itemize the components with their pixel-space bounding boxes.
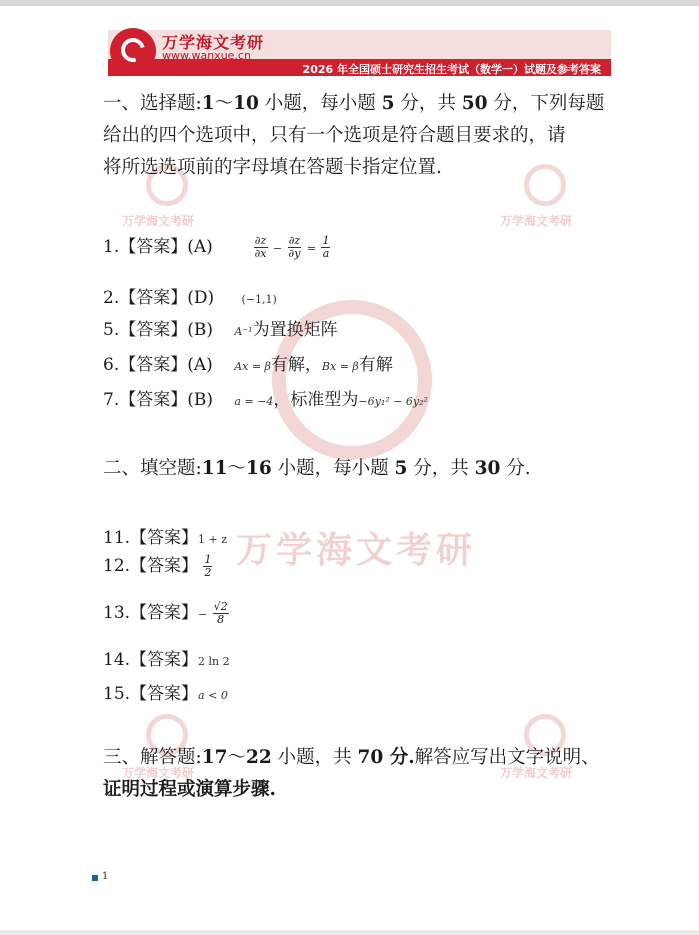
section1-title: 一、选择题: [103, 93, 202, 114]
answer-text: 有解， [270, 355, 322, 375]
answer-text: ，标准型为 [273, 390, 359, 410]
frac-num: ∂z [288, 234, 301, 247]
answer-tag: 【答案】 [119, 355, 188, 375]
points-each: 5 [394, 458, 408, 479]
answer-tag: 【答案】 [130, 603, 199, 623]
frac-den: a [322, 247, 330, 260]
range-start: 11 [201, 458, 228, 479]
question-number: 6. [103, 355, 120, 375]
range-sep: ～ [214, 93, 234, 114]
answer-row-1 [103, 232, 330, 260]
answer-option: (D) [187, 288, 215, 308]
question-number: 11. [103, 528, 131, 548]
text-fragment: 小题，每小题 [258, 93, 382, 114]
answer-row-14 [103, 645, 230, 670]
section2-instructions [103, 454, 531, 480]
watermark-text: 万学海文考研 [122, 214, 195, 228]
section1-line3: 将所选选项前的字母填在答题卡指定位置. [103, 157, 442, 178]
text-fragment: 分. [500, 458, 531, 479]
frac-num: 1 [204, 553, 212, 566]
answer-row-7 [103, 385, 428, 410]
frac-num: ∂z [254, 234, 267, 247]
answer-tag: 【答案】 [119, 237, 188, 257]
page-marker-icon [92, 875, 98, 881]
watermark-text: 万学海文考研 [500, 214, 573, 228]
page-number: 1 [102, 871, 109, 882]
fraction [203, 554, 212, 579]
section1-instructions [103, 88, 613, 184]
answer-row-13 [103, 598, 229, 626]
range-start: 1 [201, 93, 215, 114]
brand-name: 万学海文考研 [162, 33, 265, 52]
text-fragment: 分. [383, 747, 415, 768]
answer-option: (B) [187, 390, 213, 410]
question-number: 2. [103, 288, 120, 308]
frac-den: 8 [217, 613, 225, 626]
answer-row-15 [103, 679, 228, 704]
question-number: 15. [103, 684, 131, 704]
math-expr: −6y₁² − 6y₂² [358, 395, 428, 408]
math-expr: a = −4 [234, 395, 274, 408]
text-fragment: 解答应写出文字说明、 [414, 747, 600, 768]
math-op: − [198, 608, 208, 621]
frac-den: ∂x [254, 247, 267, 260]
frac-num: √2 [213, 600, 228, 613]
points-total: 50 [461, 93, 488, 114]
watermark-text: 万学海文考研 [500, 766, 573, 780]
answer-tag: 【答案】 [119, 390, 188, 410]
points-total: 70 [357, 747, 384, 768]
math-expr: Ax = β [234, 360, 271, 373]
fraction [288, 235, 302, 260]
math-expr: a < 0 [198, 689, 228, 702]
math-op: = [306, 242, 317, 255]
answer-tag: 【答案】 [119, 320, 188, 340]
section2-title: 二、填空题: [103, 458, 202, 479]
page-header [108, 22, 611, 76]
frac-den: 2 [204, 566, 212, 579]
watermark-large-text: 万学海文考研 [236, 530, 477, 571]
header-title: 2026 年全国硕士研究生招生考试（数学一）试题及参考答案 [302, 63, 601, 76]
range-end: 22 [246, 747, 272, 768]
answer-text: 有解 [358, 355, 393, 375]
text-fragment: 分，共 [407, 458, 475, 479]
question-number: 7. [103, 390, 120, 410]
text-fragment: 分，共 [394, 93, 462, 114]
fraction [213, 601, 229, 626]
math-op: − [272, 242, 283, 255]
range-sep: ～ [227, 458, 246, 479]
answer-tag: 【答案】 [119, 288, 188, 308]
range-sep: ～ [227, 747, 246, 768]
text-fragment: 小题，共 [271, 747, 358, 768]
fraction [321, 235, 330, 260]
section3-instructions [103, 742, 623, 806]
answer-option: (A) [187, 355, 213, 375]
section3-line2: 证明过程或演算步骤. [103, 779, 276, 800]
answer-option: (B) [187, 320, 213, 340]
points-total: 30 [474, 458, 501, 479]
text-fragment: 分，下列每题 [487, 93, 605, 114]
brand-logo-icon [110, 28, 156, 74]
section3-title: 三、解答题: [103, 747, 202, 768]
answer-tag: 【答案】 [130, 556, 199, 576]
section1-line2: 给出的四个选项中，只有一个选项是符合题目要求的，请 [103, 125, 566, 146]
math-expr: 1 + z [198, 533, 228, 546]
watermark-text: 万学海文考研 [122, 766, 195, 780]
frac-num: 1 [322, 234, 330, 247]
frac-den: ∂y [288, 247, 301, 260]
answer-row-6 [103, 350, 393, 375]
question-number: 1. [103, 237, 120, 257]
top-band [0, 0, 699, 6]
answer-option: (A) [187, 237, 213, 257]
answer-tag: 【答案】 [130, 650, 199, 670]
range-end: 16 [246, 458, 272, 479]
answer-row-5 [103, 315, 338, 340]
math-expr: 2 ln 2 [198, 655, 230, 668]
brand-url: www.wanxue.cn [162, 49, 251, 62]
text-fragment: 小题，每小题 [271, 458, 395, 479]
question-number: 5. [103, 320, 120, 340]
answer-text: 为置换矩阵 [252, 320, 338, 340]
question-number: 13. [103, 603, 131, 623]
answer-row-2 [103, 283, 277, 308]
section1-line1 [103, 88, 613, 120]
answer-tag: 【答案】 [130, 528, 199, 548]
range-start: 17 [201, 747, 228, 768]
question-number: 12. [103, 556, 131, 576]
math-expr: (−1,1) [241, 293, 277, 306]
answer-tag: 【答案】 [130, 684, 199, 704]
math-expr: Bx = β [321, 360, 359, 373]
question-number: 14. [103, 650, 131, 670]
answer-row-11 [103, 523, 227, 548]
section3-line1 [103, 742, 623, 774]
points-each: 5 [381, 93, 395, 114]
fraction [254, 235, 268, 260]
math-expr: A⁻¹ [234, 325, 253, 338]
range-end: 10 [233, 93, 259, 114]
answer-row-12 [103, 551, 212, 579]
